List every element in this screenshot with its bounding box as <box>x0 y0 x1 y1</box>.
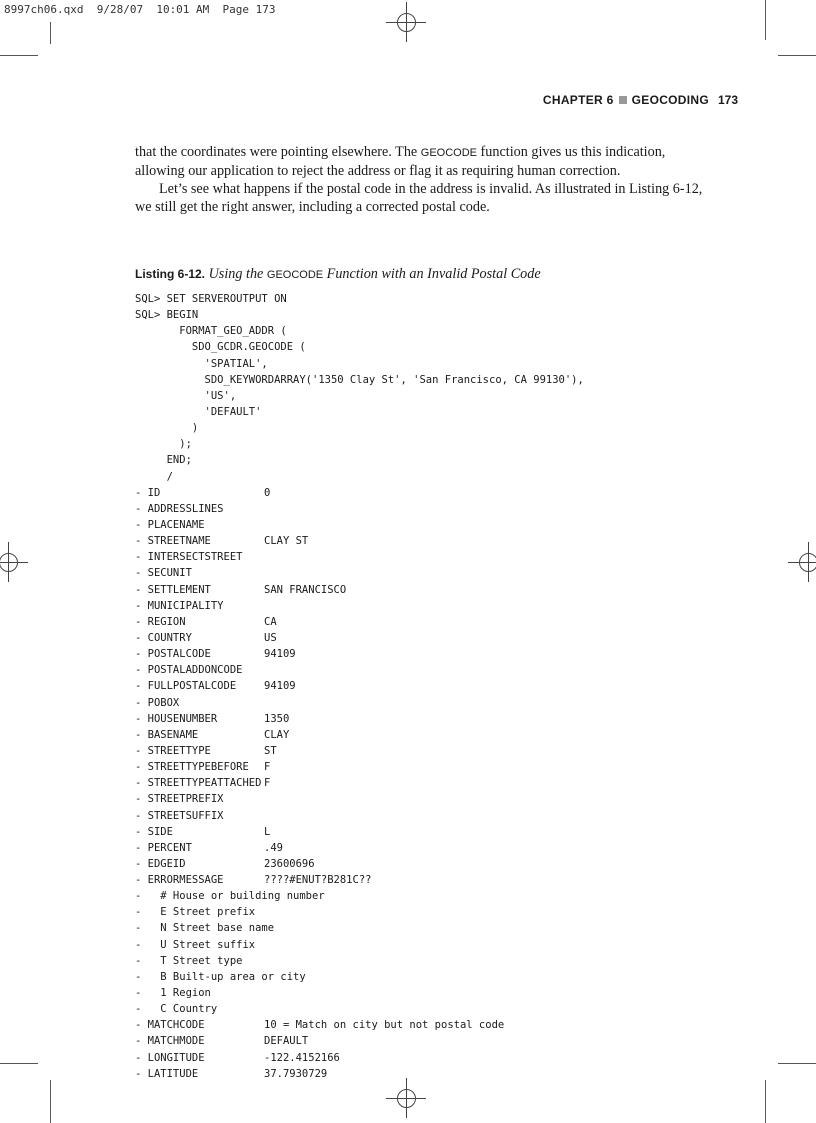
output-key: - MATCHCODE <box>135 1019 205 1032</box>
output-row <box>135 678 584 694</box>
output-row <box>135 517 584 533</box>
output-row <box>135 856 584 872</box>
output-key: - STREETTYPEATTACHED <box>135 777 262 790</box>
output-key: - MUNICIPALITY <box>135 599 224 612</box>
output-key: - ERRORMESSAGE <box>135 874 224 887</box>
output-row <box>135 711 584 727</box>
paragraph: that the coordinates were pointing elsewhere. The GEOCODE function gives us this indication, allowing our application to reject the address or flag it as requiring human correction. <box>135 144 666 179</box>
output-value: 37.7930729 <box>264 1067 328 1080</box>
inline-code: GEOCODE <box>420 147 477 159</box>
page-number: 173 <box>717 93 738 107</box>
crop-mark-bottom-right-vertical <box>765 1080 766 1123</box>
crop-mark-bottom-right <box>778 1063 816 1064</box>
output-row <box>135 1066 584 1082</box>
output-row <box>135 662 584 678</box>
crop-mark-bottom-left-vertical <box>50 1080 51 1123</box>
body-text <box>135 143 710 216</box>
error-detail-line: - U Street suffix <box>135 938 256 951</box>
output-value: L <box>264 825 271 838</box>
output-value: 1350 <box>264 712 290 725</box>
output-row <box>135 775 584 791</box>
output-row <box>135 614 584 630</box>
crop-mark-bottom-left <box>0 1063 38 1064</box>
output-value: 94109 <box>264 680 296 693</box>
output-key: - LONGITUDE <box>135 1051 205 1064</box>
output-key: - SECUNIT <box>135 567 192 580</box>
error-detail-line: - T Street type <box>135 954 243 967</box>
code-line: SQL> BEGIN <box>135 309 199 322</box>
error-detail-line: - E Street prefix <box>135 906 256 919</box>
output-row <box>135 582 584 598</box>
output-value: F <box>264 761 271 774</box>
output-value: US <box>264 631 277 644</box>
code-line: ); <box>135 438 192 451</box>
error-detail-line: - B Built-up area or city <box>135 970 306 983</box>
output-key: - POSTALADDONCODE <box>135 664 243 677</box>
separator-square-icon <box>619 96 627 104</box>
output-key: - PERCENT <box>135 841 192 854</box>
output-row <box>135 743 584 759</box>
code-line: / <box>135 470 173 483</box>
output-key: - STREETTYPEBEFORE <box>135 761 249 774</box>
output-key: - STREETNAME <box>135 535 211 548</box>
crop-mark-top-left-vertical <box>50 22 51 44</box>
output-value: 10 = Match on city but not postal code <box>264 1019 505 1032</box>
output-row <box>135 646 584 662</box>
error-detail-line: - N Street base name <box>135 922 275 935</box>
output-key: - FULLPOSTALCODE <box>135 680 237 693</box>
code-line: SDO_GCDR.GEOCODE ( <box>135 341 306 354</box>
output-key: - POBOX <box>135 696 180 709</box>
chapter-label: CHAPTER 6 <box>542 93 614 107</box>
output-value: .49 <box>264 841 283 854</box>
output-value: -122.4152166 <box>264 1051 340 1064</box>
listing-caption <box>135 266 541 283</box>
output-key: - STREETSUFFIX <box>135 809 224 822</box>
output-key: - EDGEID <box>135 857 186 870</box>
output-value: F <box>264 777 271 790</box>
output-row <box>135 533 584 549</box>
output-row <box>135 727 584 743</box>
output-row <box>135 1050 584 1066</box>
output-value: 94109 <box>264 648 296 661</box>
output-row <box>135 791 584 807</box>
output-key: - ID <box>135 486 161 499</box>
output-key: - PLACENAME <box>135 518 205 531</box>
output-row <box>135 1017 584 1033</box>
output-key: - SETTLEMENT <box>135 583 211 596</box>
output-row <box>135 598 584 614</box>
output-key: - REGION <box>135 615 186 628</box>
crop-mark-top-right <box>778 55 816 56</box>
paragraph: Let’s see what happens if the postal code in the address is invalid. As illustrated in Listing 6-12, we still get the right answer, including a corrected postal code. <box>135 181 703 215</box>
output-row <box>135 759 584 775</box>
running-head <box>543 93 709 107</box>
code-listing <box>135 291 584 1082</box>
output-row <box>135 872 584 888</box>
crop-mark-top-left <box>0 55 38 56</box>
output-key: - INTERSECTSTREET <box>135 551 243 564</box>
registration-mark-bottom <box>386 1078 426 1118</box>
output-row <box>135 695 584 711</box>
output-row <box>135 824 584 840</box>
output-value: 0 <box>264 486 271 499</box>
output-key: - ADDRESSLINES <box>135 502 224 515</box>
output-key: - COUNTRY <box>135 631 192 644</box>
listing-label: Listing 6-12. <box>135 267 206 281</box>
output-key: - STREETPREFIX <box>135 793 224 806</box>
output-value: SAN FRANCISCO <box>264 583 347 596</box>
output-key: - MATCHMODE <box>135 1035 205 1048</box>
listing-title: Using the GEOCODE Function with an Invalid Postal Code <box>208 266 541 282</box>
section-label: GEOCODING <box>631 93 709 107</box>
code-line: END; <box>135 454 192 467</box>
output-value: 23600696 <box>264 857 315 870</box>
error-detail-line: - 1 Region <box>135 987 211 1000</box>
output-key: - BASENAME <box>135 728 199 741</box>
output-row <box>135 549 584 565</box>
output-key: - LATITUDE <box>135 1067 199 1080</box>
error-detail-line: - C Country <box>135 1003 218 1016</box>
output-value: CLAY <box>264 728 290 741</box>
code-line: FORMAT_GEO_ADDR ( <box>135 325 287 338</box>
output-row <box>135 840 584 856</box>
output-key: - STREETTYPE <box>135 744 211 757</box>
output-value: DEFAULT <box>264 1035 309 1048</box>
registration-mark-left <box>0 542 28 582</box>
code-line: SDO_KEYWORDARRAY('1350 Clay St', 'San Francisco, CA 99130'), <box>135 373 584 386</box>
print-slug: 8997ch06.qxd 9/28/07 10:01 AM Page 173 <box>4 3 276 16</box>
code-line: 'US', <box>135 389 237 402</box>
code-line: 'DEFAULT' <box>135 405 262 418</box>
output-value: ????#ENUT?B281C?? <box>264 874 372 887</box>
code-line: SQL> SET SERVEROUTPUT ON <box>135 293 287 305</box>
output-row <box>135 565 584 581</box>
output-key: - POSTALCODE <box>135 648 211 661</box>
output-row <box>135 1033 584 1049</box>
registration-mark-right <box>788 542 816 582</box>
output-row <box>135 808 584 824</box>
error-detail-line: - # House or building number <box>135 890 325 903</box>
output-row <box>135 485 584 501</box>
output-key: - SIDE <box>135 825 173 838</box>
output-row <box>135 630 584 646</box>
code-line: ) <box>135 422 199 435</box>
crop-mark-top-right-vertical <box>765 0 766 40</box>
output-value: CA <box>264 615 277 628</box>
registration-mark-top <box>386 2 426 42</box>
output-key: - HOUSENUMBER <box>135 712 218 725</box>
output-value: CLAY ST <box>264 535 309 548</box>
code-line: 'SPATIAL', <box>135 357 268 370</box>
output-value: ST <box>264 744 277 757</box>
output-row <box>135 501 584 517</box>
